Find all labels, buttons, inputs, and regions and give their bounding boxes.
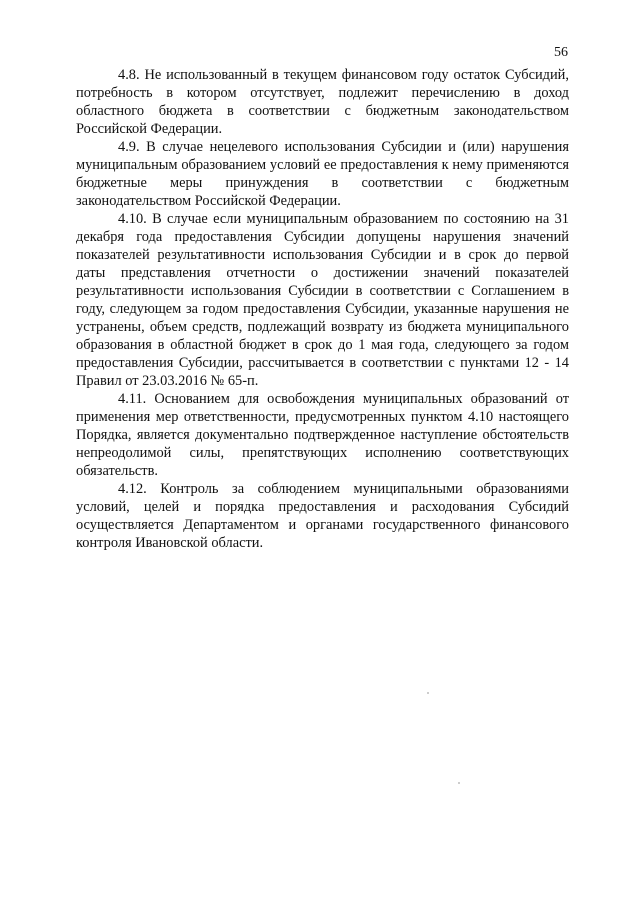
paragraph-4-8: 4.8. Не использованный в текущем финансовом году остаток Субсидий, потребность в котором отсутствует, подлежит перечислению в доход областного бюджета в соответствии с бюджетным законодательством Российской Федерации.: [76, 67, 569, 137]
paragraph-4-9: 4.9. В случае нецелевого использования Субсидии и (или) нарушения муниципальным образованием условий ее предоставления к нему применяются бюджетные меры принуждения в соответствии с бюджетным законодательством Российской Федерации.: [76, 139, 569, 209]
paragraph-4-10: 4.10. В случае если муниципальным образованием по состоянию на 31 декабря года предоставления Субсидии допущены нарушения значений показателей результативности использования Субсидии и в срок до первой даты представления отчетности о достижении значений показателей результативности использования Субсидии в соответствии с Соглашением в году, следующем за годом предоставления Субсидии, указанные нарушения не устранены, объем средств, подлежащий возврату из бюджета муниципального образования в областной бюджет в срок до 1 мая года, следующего за годом предоставления Субсидии, рассчитывается в соответствии с пунктами 12 - 14 Правил от 23.03.2016 № 65-п.: [76, 211, 569, 389]
paragraph-4-11: 4.11. Основанием для освобождения муниципальных образований от применения мер ответственности, предусмотренных пунктом 4.10 настоящего Порядка, является документально подтвержденное наступление обстоятельств непреодолимой силы, препятствующих исполнению соответствующих обязательств.: [76, 391, 569, 479]
page-number: 56: [554, 45, 568, 60]
document-body: [76, 66, 569, 552]
paragraph-4-12: 4.12. Контроль за соблюдением муниципальными образованиями условий, целей и порядка предоставления и расходования Субсидий осуществляется Департаментом и органами государственного финансового контроля Ивановской области.: [76, 481, 569, 551]
scan-speck: [458, 782, 460, 784]
scan-speck: [427, 692, 429, 694]
